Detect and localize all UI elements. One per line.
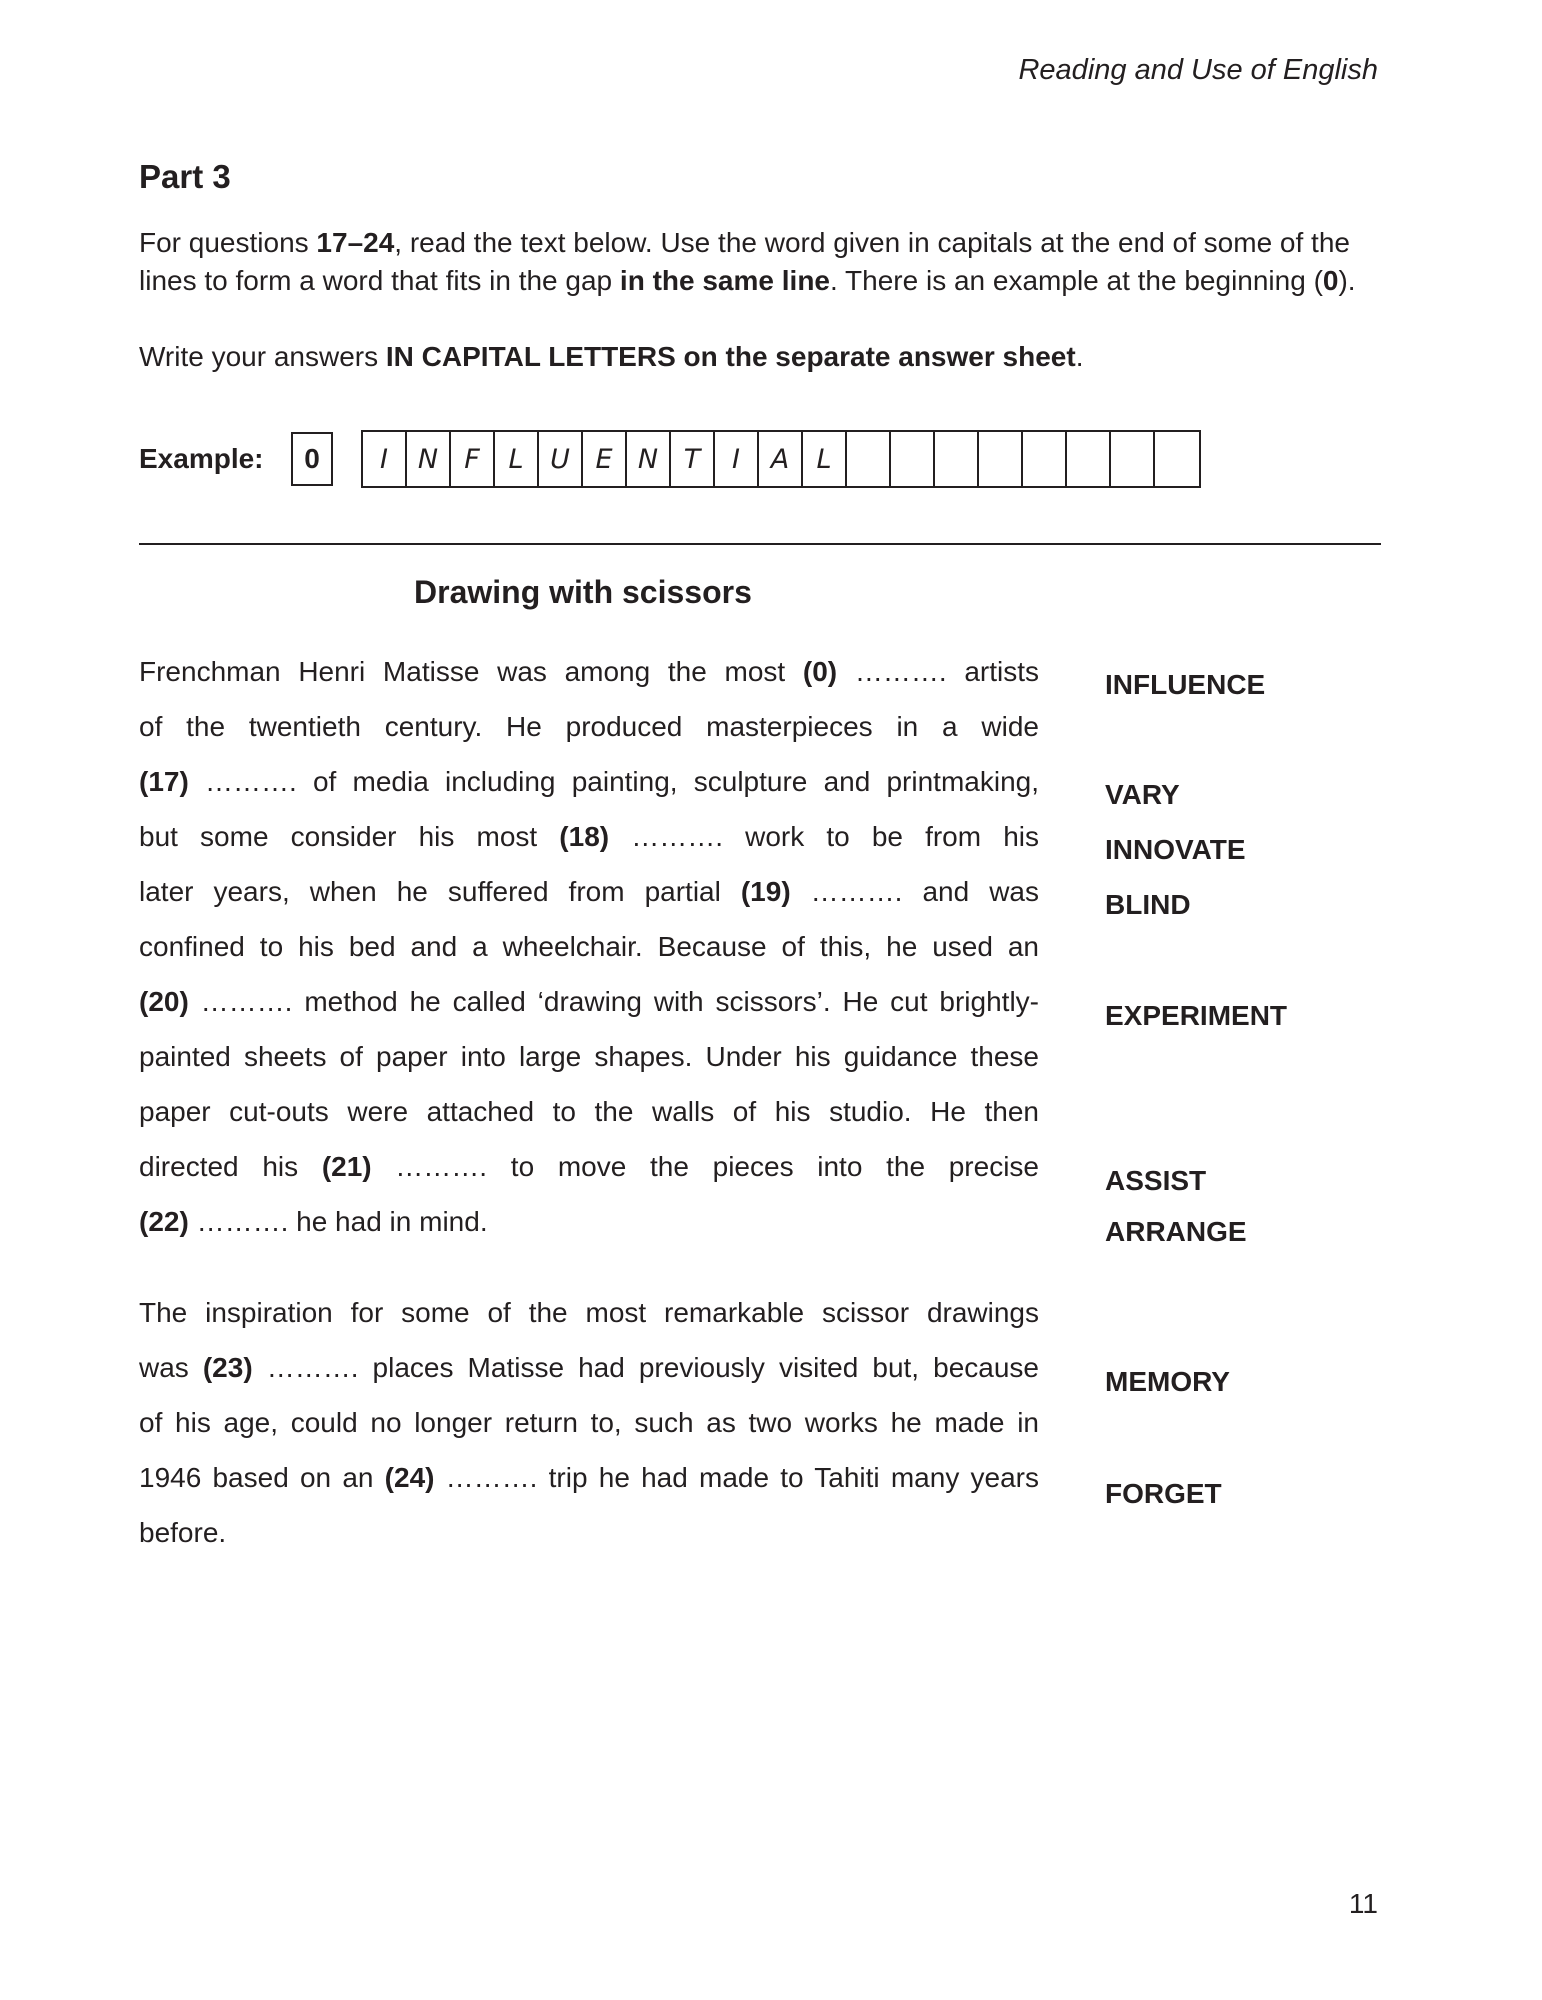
passage-text-run: (17) [139,766,189,797]
instruction-text-run: IN CAPITAL LETTERS on the separate answer sheet [385,341,1076,372]
passage-line [139,1084,1039,1139]
passage-text-run: ………. to move the pieces into the precise [371,1151,1039,1182]
passage-paragraph-2 [139,1285,1039,1560]
example-letter-box: I [363,432,407,486]
example-letter-box [1155,432,1199,486]
example-letter-box: E [583,432,627,486]
passage-text-run: directed his [139,1151,322,1182]
passage-line [139,1285,1039,1340]
example-letter-box [1111,432,1155,486]
example-letter-box: U [539,432,583,486]
passage-text-run: (18) [559,821,610,852]
keyword-22: ARRANGE [1105,1216,1247,1247]
passage-text-run: painted sheets of paper into large shapes. Under his guidance these [139,1041,1039,1072]
example-answer-boxes [361,430,1201,488]
example-letter-box: F [451,432,495,486]
example-letter-box [935,432,979,486]
example-letter-box: N [627,432,671,486]
example-number-box: 0 [291,432,333,486]
passage-text-run: ………. artists [837,656,1039,687]
passage-line [139,1505,1039,1560]
passage-text-run: (19) [740,876,791,907]
instruction-text-run: Write your answers [139,341,386,372]
example-letter-box: L [803,432,847,486]
passage-line [139,809,1039,864]
divider-rule [139,543,1381,545]
passage-text-run: later years, when he suffered from partial [139,876,741,907]
section-header: Reading and Use of English [1018,54,1378,86]
passage-text-run: of his age, could no longer return to, such as two works he made in [139,1407,1039,1438]
passage-text-run: 1946 based on an [139,1462,385,1493]
text-title: Drawing with scissors [414,574,752,610]
keyword-19: BLIND [1105,889,1191,920]
passage-text-run: ………. work to be from his [609,821,1039,852]
instruction-text-run: 17–24 [316,227,395,258]
passage-paragraph-1 [139,644,1039,1249]
passage-text-run: ………. and was [790,876,1039,907]
example-letter-box: I [715,432,759,486]
instructions-paragraph-1 [139,224,1409,300]
example-letter-box [891,432,935,486]
passage-line [139,974,1039,1029]
instruction-text-run: For questions [139,227,317,258]
keyword-20: EXPERIMENT [1105,1000,1288,1031]
example-letter-box [1067,432,1111,486]
passage-text-run: before. [139,1517,227,1548]
passage-text-run: confined to his bed and a wheelchair. Because of this, he used an [139,931,1039,962]
example-letter-box: L [495,432,539,486]
instruction-text-run: in the same line [619,265,830,296]
passage-text-run: of the twentieth century. He produced masterpieces in a wide [139,711,1039,742]
passage-text-run: ………. of media including painting, sculpture and printmaking, [188,766,1039,797]
instruction-text-run: , read the text below. Use the word given in capitals at the end of some of the lines to form a word that fits in the gap [139,227,1350,296]
example-letter-box: N [407,432,451,486]
passage-line [139,919,1039,974]
keyword-17: VARY [1105,779,1180,810]
instruction-text-run: 0 [1322,265,1339,296]
passage-text-run: (22) [139,1206,189,1237]
example-letter-box [1023,432,1067,486]
passage-text-run: ………. trip he had made to Tahiti many years [434,1462,1039,1493]
part-title: Part 3 [139,158,231,195]
keyword-21: ASSIST [1105,1165,1207,1196]
page-number: 11 [1348,1888,1378,1919]
passage-text-run: (23) [202,1352,253,1383]
passage-text-run: ………. places Matisse had previously visited but, because [252,1352,1039,1383]
passage-text-run: Frenchman Henri Matisse was among the most [139,656,803,687]
instructions-paragraph-2 [139,338,1409,376]
passage-text-run: ………. he had in mind. [188,1206,488,1237]
passage-text-run: but some consider his most [139,821,560,852]
passage-line [139,1395,1039,1450]
passage-text-run: paper cut-outs were attached to the walls of his studio. He then [139,1096,1039,1127]
example-letter-box [847,432,891,486]
passage-text-run: (20) [139,986,189,1017]
passage-line [139,1029,1039,1084]
passage-text-run: (0) [802,656,838,687]
passage-line [139,1194,1039,1249]
keyword-18: INNOVATE [1105,834,1246,865]
example-row [139,430,1201,488]
passage-text-run: ………. method he called ‘drawing with scissors’. He cut brightly- [188,986,1039,1017]
instruction-text-run: . [1075,341,1084,372]
passage-text-run: was [139,1352,203,1383]
example-letter-box [979,432,1023,486]
passage-line [139,864,1039,919]
passage-line [139,1139,1039,1194]
example-label: Example: [139,443,264,474]
instructions [139,224,1409,414]
keyword-23: MEMORY [1105,1366,1230,1397]
passage-line [139,1340,1039,1395]
instruction-text-run: . There is an example at the beginning ( [830,265,1323,296]
passage-line [139,754,1039,809]
passage-text-run: (24) [384,1462,435,1493]
passage-line [139,1450,1039,1505]
instruction-text-run: ). [1338,265,1356,296]
example-letter-box: A [759,432,803,486]
passage-line [139,644,1039,699]
passage-text-run: (21) [321,1151,372,1182]
keyword-0: INFLUENCE [1105,669,1266,700]
keyword-24: FORGET [1105,1478,1222,1509]
example-letter-box: T [671,432,715,486]
passage-text-run: The inspiration for some of the most remarkable scissor drawings [139,1297,1039,1328]
passage-line [139,699,1039,754]
